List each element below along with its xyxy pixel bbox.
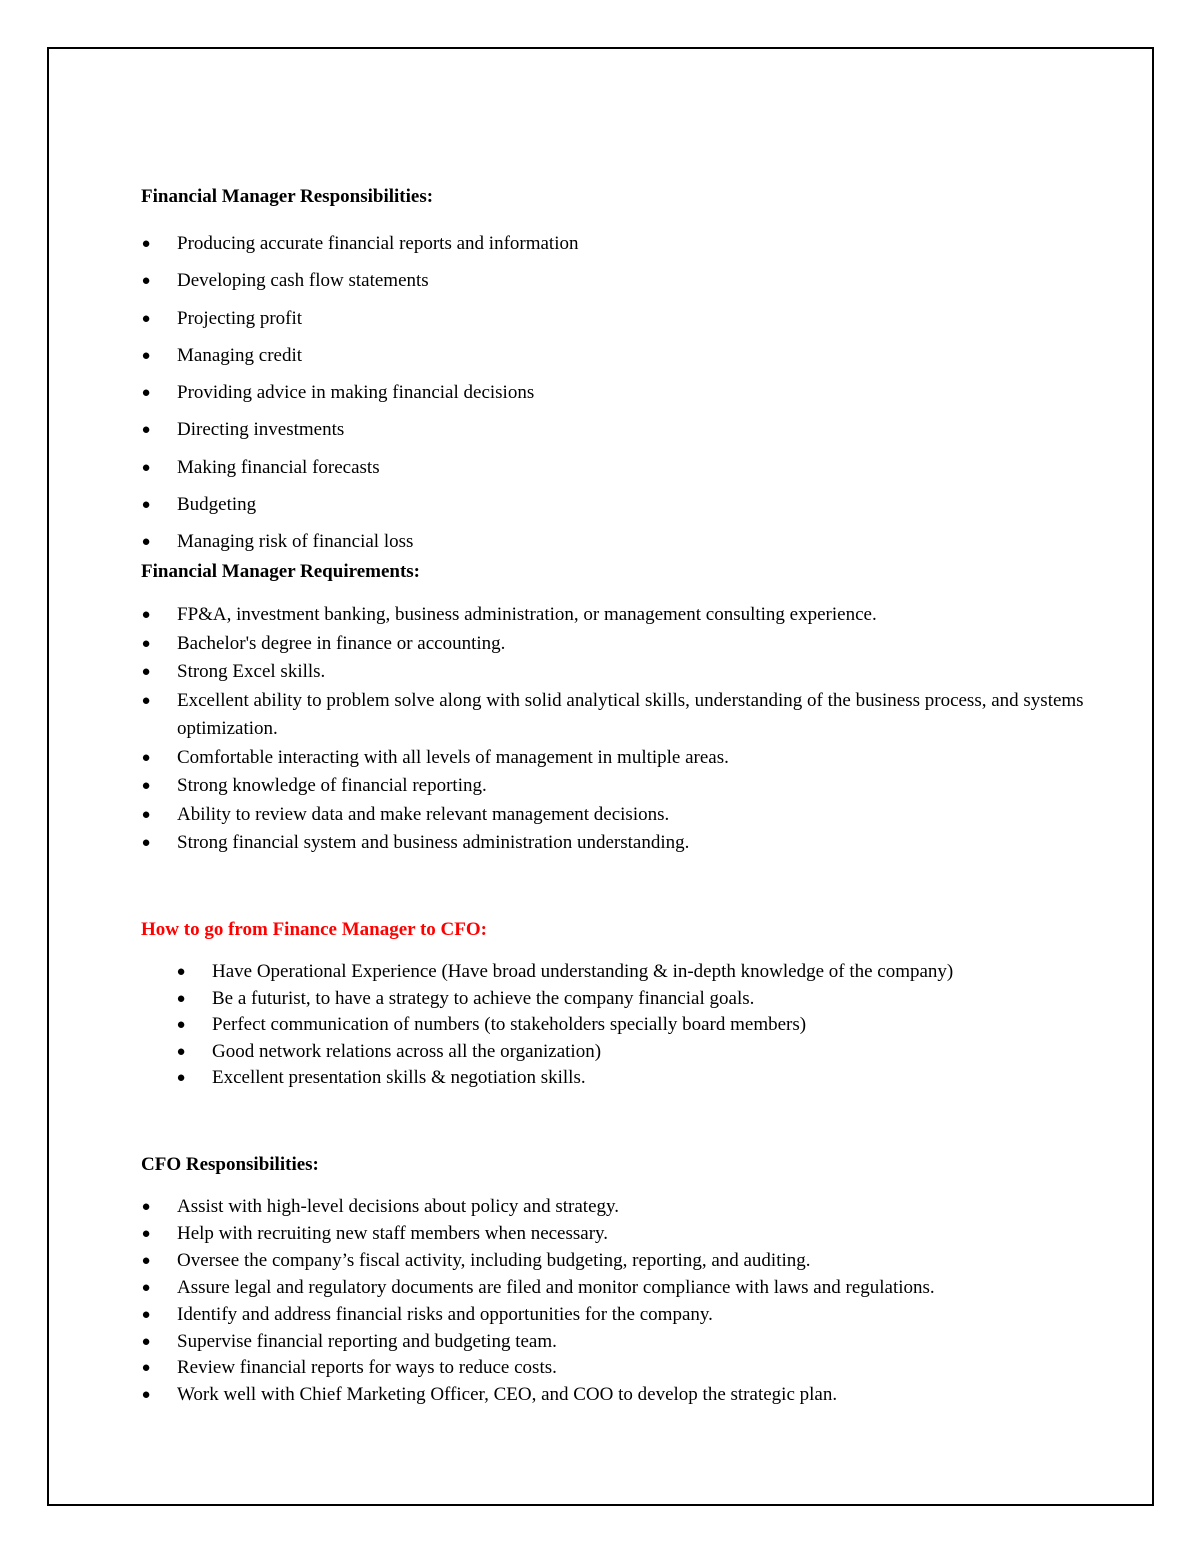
bullet-icon: ● bbox=[141, 347, 151, 364]
list-item-text: Budgeting bbox=[177, 494, 257, 516]
heading-fm-requirements: Financial Manager Requirements: bbox=[141, 561, 420, 582]
list-item-text: Managing credit bbox=[177, 344, 303, 366]
bullet-icon: ● bbox=[141, 806, 151, 823]
list-item bbox=[176, 1039, 1101, 1066]
list-item-text: Strong knowledge of financial reporting. bbox=[177, 775, 487, 796]
list-item bbox=[141, 687, 1101, 744]
list-item-text: Managing risk of financial loss bbox=[177, 531, 414, 553]
list-item bbox=[176, 986, 1101, 1013]
section-cfo-responsibilities bbox=[141, 1153, 1101, 1409]
list-item bbox=[141, 493, 1101, 517]
list-item bbox=[176, 1065, 1101, 1092]
bullet-icon: ● bbox=[141, 1199, 151, 1215]
list-item-text: Strong financial system and business administration understanding. bbox=[177, 832, 690, 853]
list-item-text: Assure legal and regulatory documents are filed and monitor compliance with laws and regulations. bbox=[177, 1276, 935, 1298]
section-fm-responsibilities bbox=[141, 185, 1101, 554]
bullet-icon: ● bbox=[176, 964, 186, 980]
bullet-icon: ● bbox=[176, 990, 186, 1007]
heading-fm-responsibilities: Financial Manager Responsibilities: bbox=[141, 186, 434, 207]
list-item-text: Making financial forecasts bbox=[177, 456, 380, 478]
bullet-icon: ● bbox=[141, 273, 151, 290]
list-item bbox=[141, 381, 1101, 405]
list-item-text: Ability to review data and make relevant management decisions. bbox=[177, 803, 670, 825]
list-item-text: Oversee the company’s fiscal activity, including budgeting, reporting, and auditing. bbox=[177, 1249, 811, 1271]
list-item bbox=[141, 772, 1101, 801]
list-item-text: Excellent presentation skills & negotiation skills. bbox=[212, 1067, 586, 1089]
bullet-icon: ● bbox=[176, 1070, 186, 1087]
list-cfo-responsibilities bbox=[141, 1194, 1101, 1409]
list-item bbox=[141, 744, 1101, 773]
list-item bbox=[141, 456, 1101, 480]
list-item bbox=[141, 1382, 1101, 1409]
list-item bbox=[141, 801, 1101, 830]
bullet-icon: ● bbox=[141, 1252, 151, 1269]
list-item bbox=[141, 418, 1101, 442]
bullet-icon: ● bbox=[176, 1017, 186, 1034]
bullet-icon: ● bbox=[141, 385, 151, 402]
list-item bbox=[141, 1275, 1101, 1302]
list-item-text: Assist with high-level decisions about policy and strategy. bbox=[177, 1196, 620, 1217]
heading-fm-to-cfo: How to go from Finance Manager to CFO: bbox=[141, 919, 487, 940]
list-item-text: Identify and address financial risks and opportunities for the company. bbox=[177, 1303, 713, 1325]
list-item-text: Good network relations across all the organization) bbox=[212, 1040, 602, 1062]
list-fm-requirements bbox=[141, 601, 1101, 858]
list-item-text: Help with recruiting new staff members when necessary. bbox=[177, 1222, 609, 1244]
section-fm-requirements bbox=[141, 560, 1101, 858]
list-item bbox=[141, 1221, 1101, 1248]
bullet-icon: ● bbox=[141, 422, 151, 439]
list-item bbox=[141, 1302, 1101, 1329]
list-item bbox=[141, 1329, 1101, 1356]
list-item-text: Excellent ability to problem solve along with solid analytical skills, understanding of the business process, and systems optimization. bbox=[177, 689, 1084, 739]
list-item-text: Developing cash flow statements bbox=[177, 270, 429, 292]
bullet-icon: ● bbox=[141, 749, 151, 766]
list-item-text: Perfect communication of numbers (to stakeholders specially board members) bbox=[212, 1014, 807, 1036]
bullet-icon: ● bbox=[141, 310, 151, 327]
list-item bbox=[141, 1194, 1101, 1221]
list-item-text: Projecting profit bbox=[177, 307, 303, 329]
list-item bbox=[141, 601, 1101, 630]
bullet-icon: ● bbox=[141, 1279, 151, 1296]
list-item-text: Directing investments bbox=[177, 419, 345, 441]
list-item-text: Review financial reports for ways to reduce costs. bbox=[177, 1357, 557, 1379]
bullet-icon: ● bbox=[141, 664, 151, 680]
bullet-icon: ● bbox=[141, 534, 151, 551]
list-item-text: Work well with Chief Marketing Officer, CEO, and COO to develop the strategic plan. bbox=[177, 1384, 838, 1406]
bullet-icon: ● bbox=[141, 236, 151, 252]
list-item-text: Providing advice in making financial decisions bbox=[177, 382, 535, 404]
list-item bbox=[141, 658, 1101, 687]
list-item bbox=[141, 344, 1101, 368]
list-item-text: Producing accurate financial reports and information bbox=[177, 233, 579, 254]
list-item bbox=[141, 269, 1101, 293]
list-item-text: Supervise financial reporting and budgeting team. bbox=[177, 1330, 557, 1352]
bullet-icon: ● bbox=[141, 1306, 151, 1323]
list-item bbox=[176, 1012, 1101, 1039]
list-item-text: Have Operational Experience (Have broad understanding & in-depth knowledge of the company) bbox=[212, 961, 954, 982]
bullet-icon: ● bbox=[141, 1225, 151, 1242]
list-item bbox=[141, 530, 1101, 554]
section-fm-to-cfo bbox=[141, 918, 1101, 1092]
list-fm-responsibilities bbox=[141, 232, 1101, 554]
list-item-text: Bachelor's degree in finance or accounting. bbox=[177, 632, 506, 654]
list-item-text: Be a futurist, to have a strategy to achieve the company financial goals. bbox=[212, 987, 755, 1009]
bullet-icon: ● bbox=[141, 635, 151, 652]
bullet-icon: ● bbox=[141, 1387, 151, 1404]
list-item bbox=[141, 1355, 1101, 1382]
bullet-icon: ● bbox=[141, 1360, 151, 1377]
bullet-icon: ● bbox=[141, 459, 151, 476]
list-item-text: Comfortable interacting with all levels of management in multiple areas. bbox=[177, 746, 729, 768]
bullet-icon: ● bbox=[141, 778, 151, 794]
list-item bbox=[141, 1248, 1101, 1275]
bullet-icon: ● bbox=[176, 1043, 186, 1060]
bullet-icon: ● bbox=[141, 835, 151, 851]
bullet-icon: ● bbox=[141, 1333, 151, 1350]
list-item bbox=[141, 630, 1101, 659]
list-item bbox=[141, 829, 1101, 858]
heading-cfo-responsibilities: CFO Responsibilities: bbox=[141, 1154, 319, 1175]
bullet-icon: ● bbox=[141, 497, 151, 514]
list-item bbox=[141, 232, 1101, 256]
list-item bbox=[141, 307, 1101, 331]
list-item bbox=[176, 959, 1101, 986]
bullet-icon: ● bbox=[141, 607, 151, 623]
bullet-icon: ● bbox=[141, 692, 151, 709]
list-item-text: FP&A, investment banking, business administration, or management consulting experience. bbox=[177, 604, 877, 625]
list-item-text: Strong Excel skills. bbox=[177, 661, 326, 682]
list-fm-to-cfo bbox=[176, 959, 1101, 1092]
